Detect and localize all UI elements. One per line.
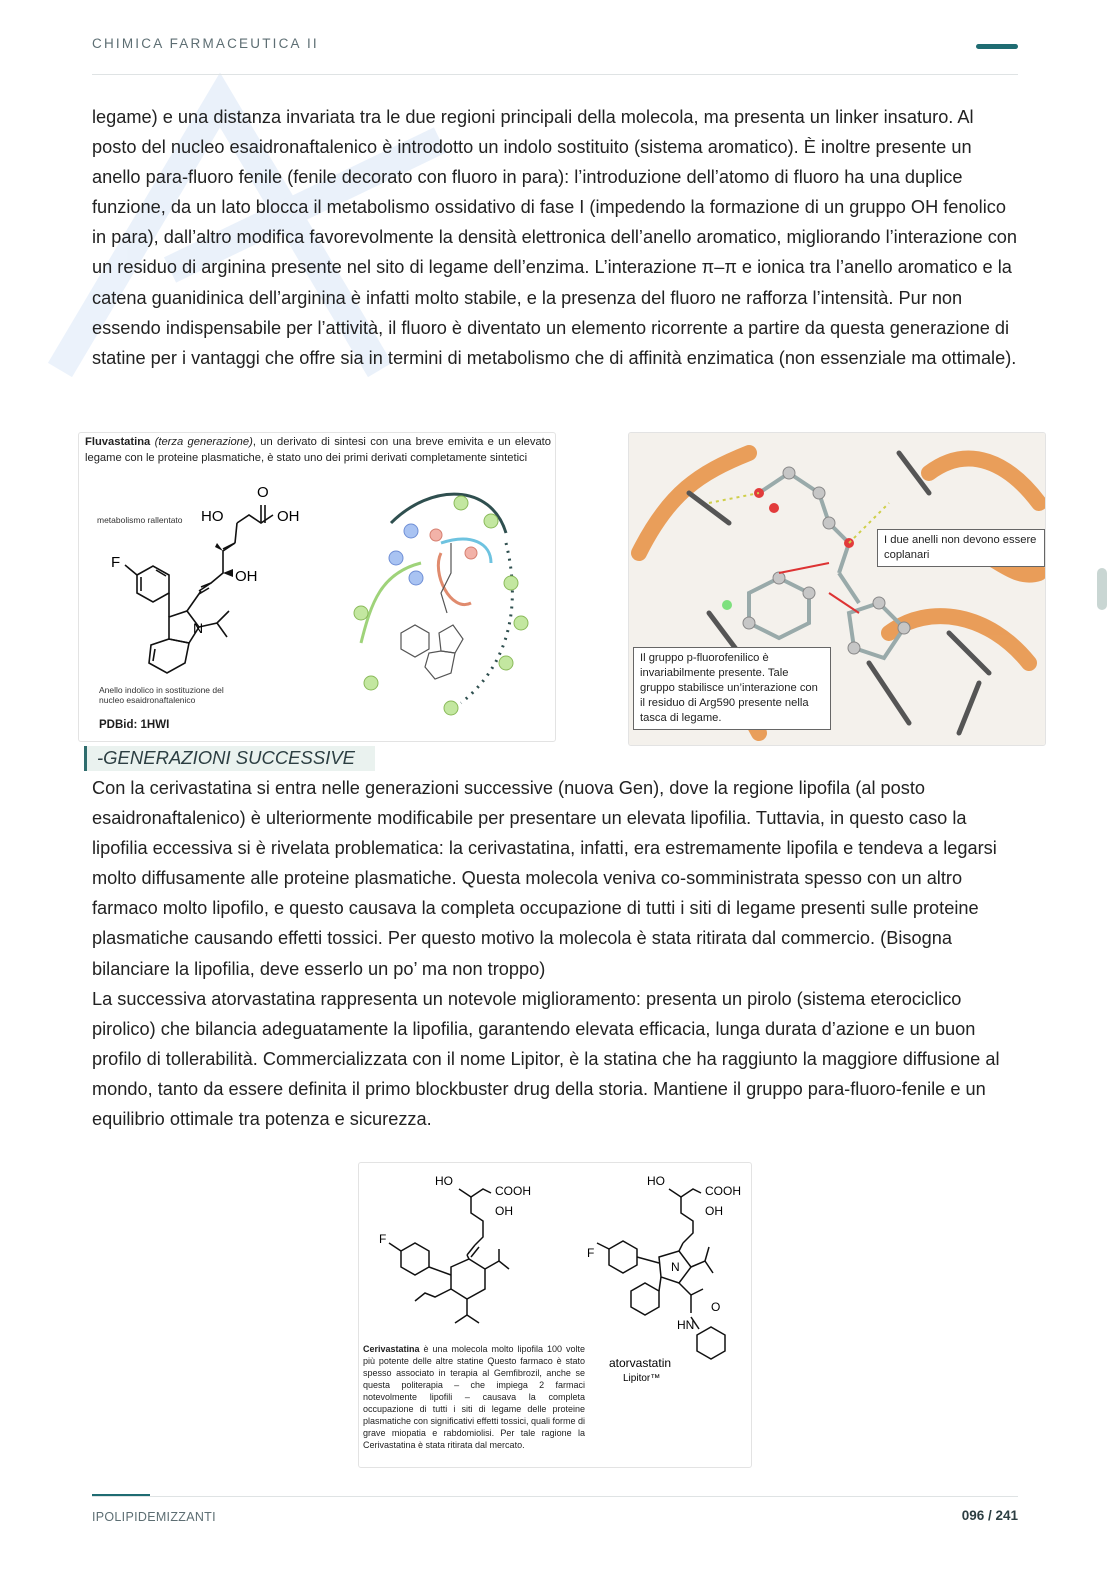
atom-n: N [193,620,204,636]
atom-ho: HO [201,508,224,525]
note-coplanar: I due anelli non devono essere coplanari [877,529,1045,567]
caption-drug-name: Cerivastatina [363,1344,420,1354]
footer-chapter: IPOLIPIDEMIZZANTI [92,1510,216,1524]
cerivastatin-atom-ho: HO [435,1174,453,1188]
footer-accent-bar [92,1494,150,1496]
label-metabolism: metabolismo rallentato [97,515,183,525]
atorvastatin-atom-o: O [711,1300,721,1314]
fluvastatin-structure [89,477,339,697]
pdb-id: PDBid: 1HWI [99,719,170,731]
atorvastatin-name: atorvastatin [609,1356,672,1370]
body-paragraph-2 [92,773,1020,1134]
label-indole: Anello indolico in sostituzione del nucleo esaidronaftalenico [99,685,224,705]
caption-generation: (terza generazione) [154,436,253,448]
section-heading [84,746,375,771]
atom-o: O [257,484,269,501]
atorvastatin-atom-f: F [587,1246,595,1260]
footer-divider [92,1496,1018,1497]
atom-oh: OH [235,568,258,585]
side-scroll-tab[interactable] [1097,568,1107,610]
caption-drug-name: Fluvastatina [85,436,151,448]
fluvastatin-figure [78,432,556,742]
header-accent-bar [976,44,1018,49]
atorvastatin-atom-cooh: COOH [705,1184,741,1198]
paragraph-text: Con la cerivastatina si entra nelle generazioni successive (nuova Gen), dove la regione lipofila (al posto esaidronaftalenico) è ulteriormente modificabile per presentare un elevata lipofilia. Tuttavia, in questo caso la lipofilia eccessiva si è rivelata problematica: la cerivastatina, infatti, era estremamente lipofila e tendeva a legarsi molto diffusamente alle proteine plasmatiche. Questa molecola veniva co-somministrata spesso con un altro farmaco molto lipofilo, e questo causava la completa occupazione di tutti i siti di legame presenti sulle proteine plasmatiche causando effetti tossici. Per questo motivo la molecola è stata ritirata dal commercio. (Bisogna bilanciare la lipofilia, deve esserlo un po’ ma non troppo) [92,778,997,979]
section-heading-text: -GENERAZIONI SUCCESSIVE [97,747,356,768]
atorvastatin-atom-oh: OH [705,1204,723,1218]
interaction-map [341,483,541,733]
caption-text: è una molecola molto lipofila 100 volte più potente delle altre statine Questo farmaco è stato spesso associato in terapia al Gemfibrozil, anche se questa politerapia – che impiega 2 farmaci notevolmente lipofili – causava la completa occupazione di tutti i siti di legame delle proteine plasmatiche con significativi effetti tossici, quali forme di grave miopatia e rabdomiolisi. Per tale ragione la Cerivastatina è stata ritirata dal mercato. [363,1344,585,1450]
body-paragraph-1 [92,102,1020,373]
atom-oh-acid: OH [277,508,300,525]
cerivastatin-atom-f: F [379,1232,387,1246]
atorvastatin-atom-ho: HO [647,1174,665,1188]
paragraph-text: La successiva atorvastatina rappresenta un notevole miglioramento: presenta un pirolo (sistema eterociclico pirolico) che bilancia adeguatamente la lipofilia, garantendo elevata efficacia, lunga durata d’azione e un buon profilo di tollerabilità. Commercializzata con il nome Lipitor, è la statina che ha raggiunto la maggiore diffusione al mondo, tanto da essere definita il primo blockbuster drug della storia. Mantiene il gruppo para-fluoro-fenile e un equilibrio ottimale tra potenza e sicurezza. [92,988,1000,1130]
page-number: 096 / 241 [961,1508,1018,1523]
cerivastatin-atom-oh: OH [495,1204,513,1218]
cerivastatin-atom-cooh: COOH [495,1184,531,1198]
header-divider [92,74,1018,75]
note-fluorophenyl: Il gruppo p-fluorofenilico è invariabilmente presente. Tale gruppo stabilisce un’interazione con il residuo di Arg590 presente nella tasca di legame. [633,647,831,730]
cerivastatin-caption [363,1343,585,1451]
cerivastatin-atorvastatin-figure [358,1162,752,1468]
fluvastatin-caption [85,435,551,466]
caption-text: , un derivato di sintesi con una breve emivita e un elevato legame con le proteine plasmatiche, è stato uno dei primi derivati completamente sintetici [85,436,552,464]
atorvastatin-atom-n: N [671,1260,680,1274]
atorvastatin-brand: Lipitor™ [623,1373,661,1384]
running-header-title: CHIMICA FARMACEUTICA II [92,36,319,51]
atorvastatin-atom-hn: HN [677,1318,695,1332]
binding-pocket-figure [628,432,1046,746]
atom-f: F [111,554,121,571]
paragraph-text: legame) e una distanza invariata tra le due regioni principali della molecola, ma presenta un linker insaturo. Al posto del nucleo esaidronaftalenico è introdotto un indolo sostituito (sistema aromatico). È inoltre presente un anello para-fluoro fenile (fenile decorato con fluoro in para): l’introduzione dell’atomo di fluoro ha una duplice funzione, da un lato blocca il metabolismo ossidativo di fase I (impedendo la formazione di un gruppo OH fenolico in para), dall’altro modifica favorevolmente la densità elettronica dell’anello aromatico, migliorando l’interazione con un residuo di arginina presente nel sito di legame dell’enzima. L’interazione π–π e ionica tra l’anello aromatico e la catena guanidinica dell’arginina è infatti molto stabile, e la presenza del fluoro ne rafforza l’intensità. Pur non essendo indispensabile per l’attività, il fluoro è diventato un elemento ricorrente a partire da questa generazione di statine per i vantaggi che offre sia in termini di metabolismo che di affinità enzimatica (non essenziale ma ottimale). [92,107,1018,368]
